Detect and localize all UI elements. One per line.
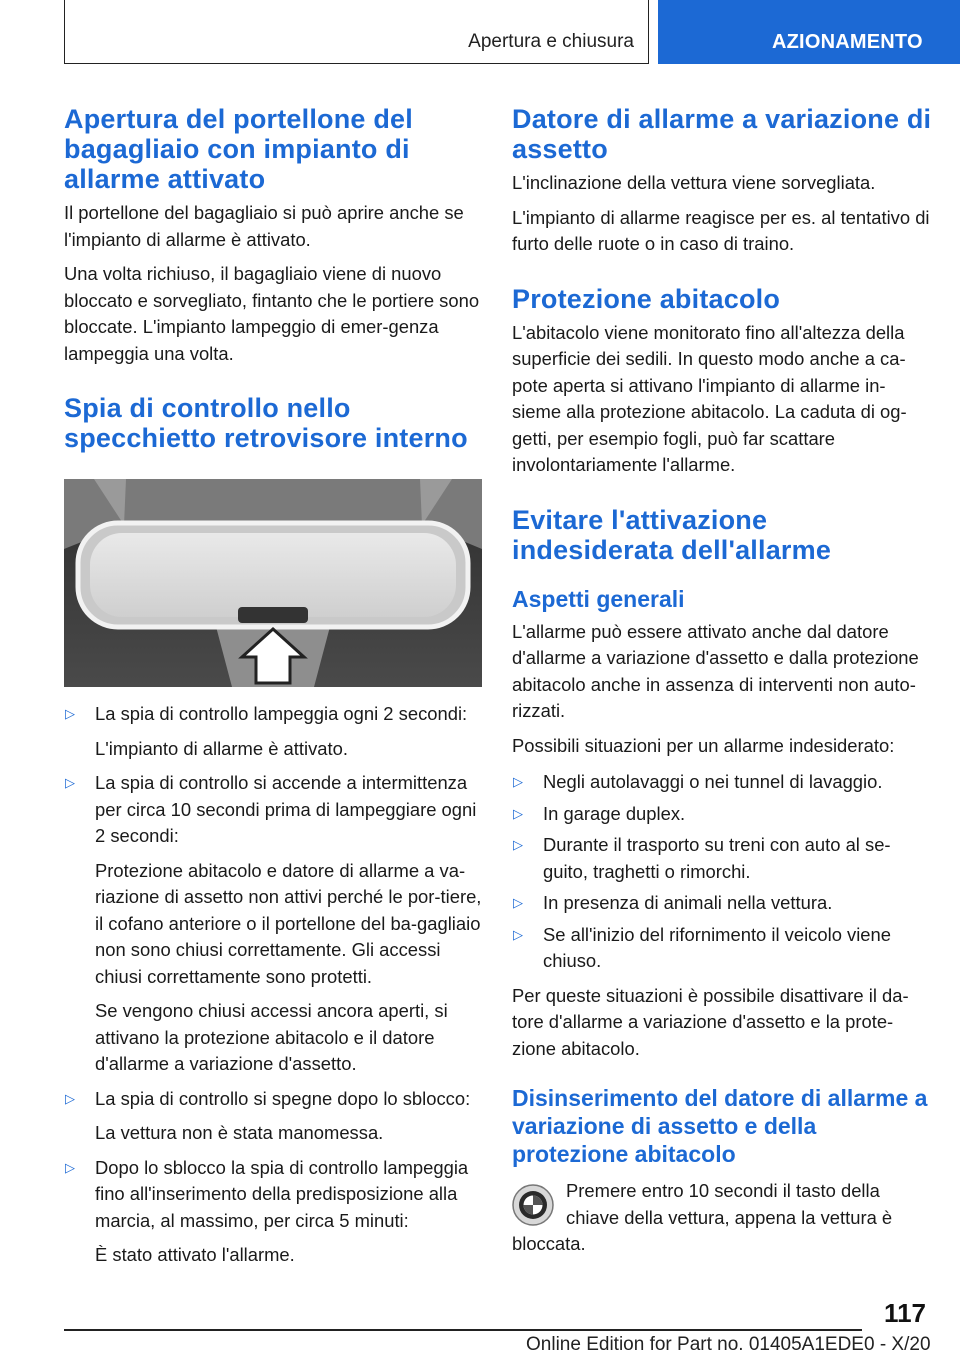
- list-item: [64, 770, 482, 1078]
- triangle-bullet-icon: ▷: [65, 775, 75, 790]
- list-item: [512, 769, 932, 796]
- page-number: 117: [884, 1298, 926, 1328]
- list-item-text: Se all'inizio del rifornimento il veicolo viene chiuso.: [543, 923, 891, 971]
- paragraph: Possibili situazioni per un allarme indesiderato:: [512, 734, 895, 756]
- triangle-bullet-icon: ▷: [65, 706, 75, 721]
- list-item-detail: Protezione abitacolo e datore di allarme a va-riazione di assetto non attivi perché le por-tiere, il cofano anteriore o il portellone del ba-gagliaio non sono chiusi correttamente. Gli accessi chiusi correttamente sono protetti.: [95, 859, 482, 987]
- paragraph: Il portellone del bagagliaio si può aprire anche se l'impianto di allarme è attivato.: [64, 202, 464, 250]
- list-item-text: La spia di controllo lampeggia ogni 2 secondi:: [95, 703, 468, 724]
- list-item-text: Dopo lo sblocco la spia di controllo lampeggia fino all'inserimento della predisposizione alla marcia, al massimo, per circa 5 minuti:: [95, 1156, 469, 1231]
- paragraph: Una volta richiuso, il bagagliaio viene di nuovo bloccato e sorvegliato, fintanto che le portiere sono bloccate. L'impianto lampeggio di emer-genza lampeggia una volta.: [64, 263, 480, 364]
- heading-general-aspects: Aspetti generali: [512, 585, 685, 612]
- heading-tilt-sensor: Datore di allarme a variazione di assetto: [512, 104, 932, 164]
- list-item-text: La spia di controllo si accende a intermittenza per circa 10 secondi prima di lampeggiare ogni 2 secondi:: [95, 772, 477, 846]
- header-bar: [64, 0, 649, 64]
- indicator-list: [64, 701, 482, 1269]
- triangle-bullet-icon: ▷: [513, 895, 523, 910]
- list-item: [64, 701, 482, 762]
- list-item-detail: È stato attivato l'allarme.: [95, 1244, 295, 1265]
- list-item: [64, 1155, 482, 1269]
- rear-view-mirror-illustration: [64, 479, 482, 687]
- list-item-text: Negli autolavaggi o nei tunnel di lavaggio.: [543, 771, 883, 792]
- heading-tailgate-alarm: Apertura del portellone del bagagliaio con impianto di allarme attivato: [64, 104, 413, 194]
- triangle-bullet-icon: ▷: [65, 1159, 75, 1175]
- paragraph: L'impianto di allarme reagisce per es. al tentativo di furto delle ruote o in caso di traino.: [512, 206, 930, 254]
- list-item: [512, 890, 932, 917]
- left-column: [64, 104, 482, 1277]
- list-item: [512, 922, 932, 975]
- triangle-bullet-icon: ▷: [513, 774, 523, 789]
- list-item-detail: Se vengono chiusi accessi ancora aperti, si attivano la protezione abitacolo e il datore d'allarme a variazione d'assetto.: [95, 1000, 448, 1074]
- list-item-text: In presenza di animali nella vettura.: [543, 892, 833, 913]
- list-item-detail: L'impianto di allarme è attivato.: [95, 737, 348, 759]
- footer-divider: [64, 1329, 862, 1331]
- section-title: Apertura e chiusura: [468, 31, 634, 52]
- list-item-text: In garage duplex.: [543, 802, 686, 824]
- right-column: [512, 104, 932, 1258]
- list-item: [64, 1086, 482, 1147]
- list-item-detail: La vettura non è stata manomessa.: [95, 1122, 384, 1143]
- list-item: [512, 801, 932, 828]
- heading-interior-protection: Protezione abitacolo: [512, 283, 781, 314]
- paragraph: L'abitacolo viene monitorato fino all'altezza della superficie dei sedili. In questo modo anche a ca-pote aperta si attivano l'impianto di allarme in-sieme alla protezione abitacolo. La caduta di og-getti, per esempio fogli, può far scattare involontariamente l'allarme.: [512, 321, 907, 475]
- paragraph: Per queste situazioni è possibile disattivare il da-tore d'allarme a variazione d'assetto e la prote-zione abitacolo.: [512, 984, 909, 1059]
- bmw-key-button-icon: [512, 1184, 554, 1226]
- list-item-text: La spia di controllo si spegne dopo lo sblocco:: [95, 1087, 471, 1109]
- list-item-text: Durante il trasporto su treni con auto al se-guito, traghetti o rimorchi.: [543, 834, 891, 882]
- footer-edition: Online Edition for Part no. 01405A1EDE0 - X/20: [526, 1334, 931, 1355]
- deactivation-instruction: [512, 1178, 932, 1258]
- triangle-bullet-icon: ▷: [513, 837, 523, 852]
- heading-mirror-indicator: Spia di controllo nello specchietto retrovisore interno: [64, 393, 468, 453]
- paragraph: L'inclinazione della vettura viene sorvegliata.: [512, 172, 876, 193]
- paragraph: L'allarme può essere attivato anche dal datore d'allarme a variazione d'assetto e dalla protezione abitacolo anche in assenza di interventi non auto-rizzati.: [512, 620, 919, 721]
- paragraph: Premere entro 10 secondi il tasto della chiave della vettura, appena la vettura è bloccata.: [512, 1180, 893, 1254]
- triangle-bullet-icon: ▷: [513, 805, 523, 821]
- list-item: [512, 832, 932, 885]
- chapter-tab[interactable]: [658, 0, 960, 64]
- triangle-bullet-icon: ▷: [65, 1090, 75, 1106]
- heading-avoid-false-alarm: Evitare l'attivazione indesiderata dell'allarme: [512, 504, 832, 565]
- false-alarm-situations-list: [512, 769, 932, 975]
- triangle-bullet-icon: ▷: [513, 926, 523, 942]
- heading-deactivation: Disinserimento del datore di allarme a variazione di assetto e della protezione abitacolo: [512, 1085, 928, 1167]
- mirror-drawing: [64, 479, 482, 687]
- chapter-tab-label: AZIONAMENTO: [772, 31, 923, 53]
